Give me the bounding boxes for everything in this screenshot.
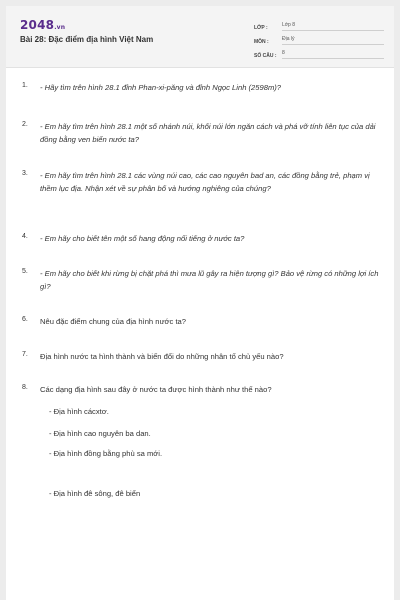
question-item xyxy=(22,316,382,329)
meta-value-subject: Địa lý xyxy=(282,35,384,45)
question-subitem: - Địa hình đê sông, đê biển xyxy=(49,489,141,498)
question-text: - Em hãy cho biết khi rừng bị chặt phá thì mưa lũ gây ra hiện tượng gì? Bảo vệ rừng có những lợi ích gì? xyxy=(40,269,379,291)
meta-row-grade xyxy=(254,17,384,31)
worksheet-meta xyxy=(254,17,384,59)
question-number: 1. xyxy=(22,82,28,89)
meta-row-count xyxy=(254,45,384,59)
question-item xyxy=(22,170,382,195)
question-number: 3. xyxy=(22,170,28,177)
question-item xyxy=(22,82,382,95)
question-text: Các dạng địa hình sau đây ở nước ta được hình thành như thế nào? xyxy=(40,385,272,394)
question-text: - Hãy tìm trên hình 28.1 đỉnh Phan-xi-păng và đỉnh Ngọc Linh (2598m)? xyxy=(40,83,282,92)
question-text: - Em hãy tìm trên hình 28.1 các vùng núi cao, các cao nguyên bad an, các đồng bằng trẻ, phạm vị thềm lục địa. Nhận xét về sự phân bố và hướng nghiêng của chúng? xyxy=(40,171,370,193)
worksheet-header xyxy=(6,6,394,68)
question-number: 8. xyxy=(22,384,28,391)
question-number: 7. xyxy=(22,351,28,358)
question-item xyxy=(22,268,382,293)
question-text: Địa hình nước ta hình thành và biến đổi do những nhân tố chủ yếu nào? xyxy=(40,352,284,361)
worksheet-page xyxy=(6,6,394,600)
meta-label-grade: LỚP : xyxy=(254,25,268,31)
meta-label-subject: MÔN : xyxy=(254,39,269,45)
question-text: - Em hãy cho biết tên một số hang động nổi tiếng ở nước ta? xyxy=(40,234,245,243)
question-item xyxy=(22,384,382,397)
logo-suffix-text: .vn xyxy=(54,24,66,31)
question-subitem: - Địa hình cao nguyên ba dan. xyxy=(49,429,151,438)
logo-main-text: 2048 xyxy=(20,18,55,32)
question-text: - Em hãy tìm trên hình 28.1 một số nhánh núi, khối núi lớn ngăn cách và phá vỡ tính liên tục của dải đồng bằng ven biển nước ta? xyxy=(40,122,376,144)
question-number: 5. xyxy=(22,268,28,275)
question-number: 6. xyxy=(22,316,28,323)
question-subitem: - Địa hình đồng bằng phù sa mới. xyxy=(49,449,163,458)
question-item xyxy=(22,121,382,146)
meta-value-count: 8 xyxy=(282,49,384,59)
lesson-title: Bài 28: Đặc điểm địa hình Việt Nam xyxy=(20,35,154,44)
question-item xyxy=(22,351,382,364)
question-subitem: - Địa hình cácxtơ. xyxy=(49,407,109,416)
meta-row-subject xyxy=(254,31,384,45)
meta-label-count: SỐ CÂU : xyxy=(254,53,277,59)
question-item xyxy=(22,233,382,246)
question-text: Nêu đặc điểm chung của địa hình nước ta? xyxy=(40,317,186,326)
question-number: 2. xyxy=(22,121,28,128)
meta-value-grade: Lớp 8 xyxy=(282,21,384,31)
question-number: 4. xyxy=(22,233,28,240)
site-logo[interactable] xyxy=(20,18,65,32)
